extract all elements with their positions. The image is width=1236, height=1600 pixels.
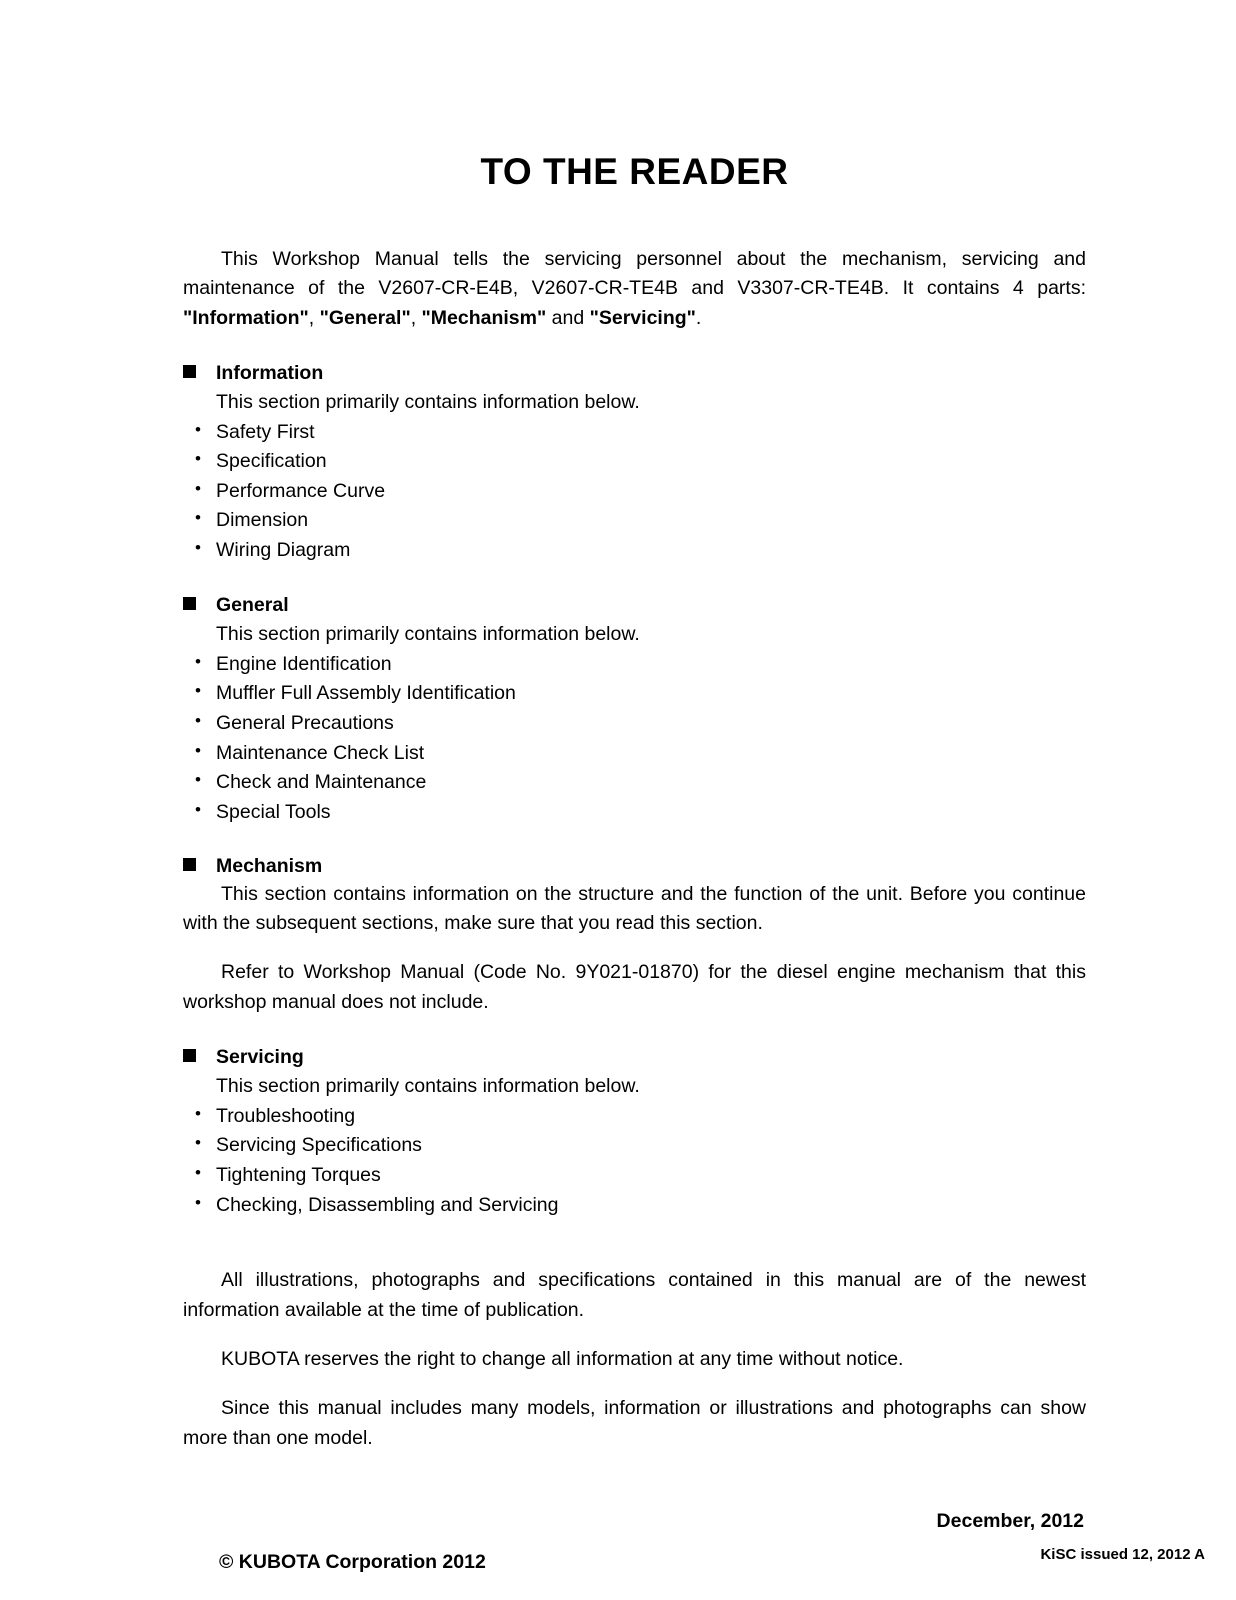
section-bullet-list [183, 418, 1086, 566]
section-heading-row [183, 361, 1086, 386]
list-item: • Safety First [195, 418, 1086, 448]
intro-term-information: "Information" [183, 306, 309, 329]
mechanism-paragraph-1: This section contains information on the structure and the function of the unit. Before you continue with the subsequent sections, make sure that you read this section. [183, 882, 1086, 935]
section-heading-row [183, 854, 1086, 879]
intro-term-mechanism: "Mechanism" [421, 306, 547, 329]
section-heading-row [183, 1045, 1086, 1070]
section-servicing [183, 1045, 1086, 1220]
section-subtitle: This section primarily contains information below. [216, 390, 640, 413]
intro-end: . [695, 306, 702, 329]
square-bullet-icon [183, 597, 196, 610]
list-item: • Engine Identification [195, 650, 1086, 680]
square-bullet-icon [183, 1049, 196, 1062]
section-heading-row [183, 593, 1086, 618]
publication-date: December, 2012 [936, 1510, 1084, 1533]
section-heading-label: Servicing [216, 1045, 304, 1068]
section-subtitle: This section primarily contains information below. [216, 1075, 640, 1098]
list-item: • Dimension [195, 506, 1086, 536]
section-mechanism [183, 854, 1086, 1017]
page-footer: KiSC issued 12, 2012 A [1040, 1546, 1205, 1563]
list-item: • Wiring Diagram [195, 536, 1086, 566]
list-item: • General Precautions [195, 709, 1086, 739]
list-item: • Check and Maintenance [195, 768, 1086, 798]
list-item: • Special Tools [195, 798, 1086, 828]
closing-paragraph-1: All illustrations, photographs and specifications contained in this manual are of the newest information available at the time of publication. [183, 1269, 1086, 1321]
list-item: • Performance Curve [195, 477, 1086, 507]
closing-paragraph-3: Since this manual includes many models, information or illustrations and photographs can show more than one model. [183, 1397, 1086, 1449]
list-item: • Specification [195, 447, 1086, 477]
section-heading-label: Information [216, 361, 324, 384]
list-item: • Muffler Full Assembly Identification [195, 679, 1086, 709]
intro-text: This Workshop Manual tells the servicing personnel about the mechanism, servicing and maintenance of the V2607-CR-E4B, V2607-CR-TE4B and V3307-CR-TE4B. It contains 4 parts: [183, 247, 1086, 300]
section-subtitle: This section primarily contains information below. [216, 623, 640, 645]
square-bullet-icon [183, 858, 196, 871]
intro-sep-2: , [410, 306, 422, 329]
section-information [183, 361, 1086, 566]
section-general [183, 593, 1086, 828]
intro-sep-3: and [546, 306, 590, 329]
intro-term-general: "General" [319, 306, 411, 329]
list-item: • Checking, Disassembling and Servicing [195, 1191, 1086, 1221]
list-item: • Servicing Specifications [195, 1131, 1086, 1161]
section-bullet-list [183, 650, 1086, 828]
page-content [183, 0, 1086, 1574]
intro-sep-1: , [308, 306, 320, 329]
square-bullet-icon [183, 365, 196, 378]
list-item: • Maintenance Check List [195, 739, 1086, 769]
closing-paragraph-2: KUBOTA reserves the right to change all information at any time without notice. [221, 1347, 904, 1370]
closing-block [183, 1266, 1086, 1453]
copyright-notice: © KUBOTA Corporation 2012 [219, 1551, 486, 1574]
mechanism-paragraph-2: Refer to Workshop Manual (Code No. 9Y021-01870) for the diesel engine mechanism that this workshop manual does not include. [183, 961, 1086, 1014]
page-title: TO THE READER [480, 151, 789, 192]
intro-paragraph [183, 245, 1086, 334]
list-item: • Troubleshooting [195, 1102, 1086, 1132]
list-item: • Tightening Torques [195, 1161, 1086, 1191]
section-bullet-list [183, 1102, 1086, 1221]
section-heading-label: General [216, 593, 289, 616]
section-heading-label: Mechanism [216, 855, 323, 878]
intro-term-servicing: "Servicing" [589, 306, 696, 329]
